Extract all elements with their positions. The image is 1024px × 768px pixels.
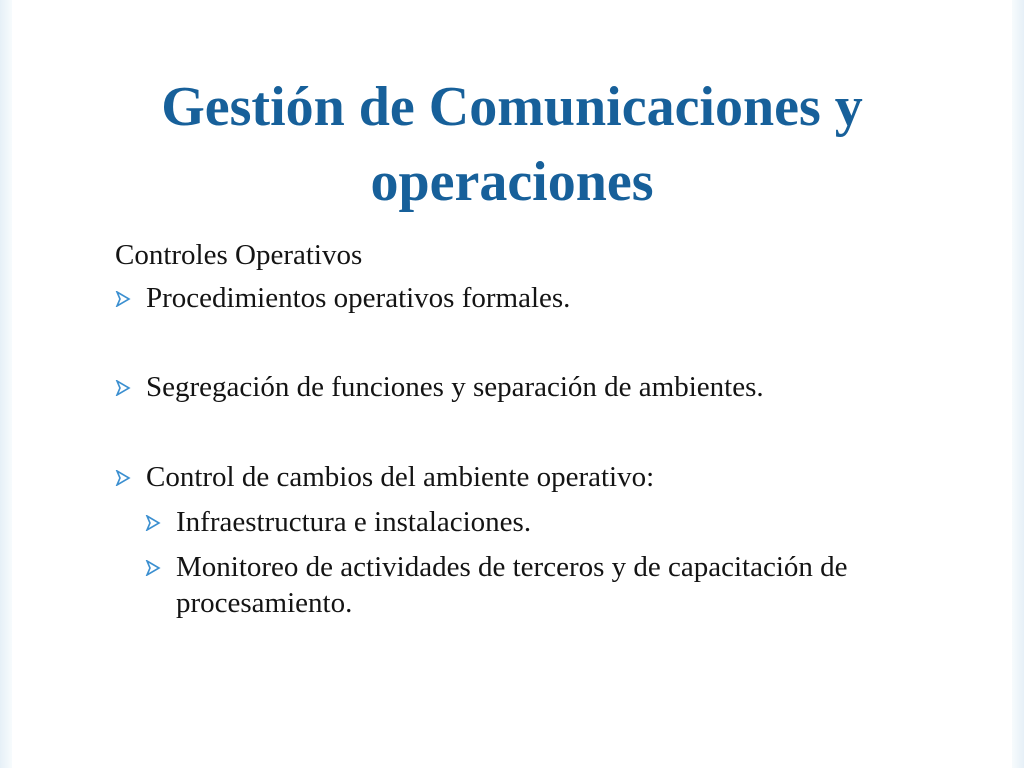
slide-title: Gestión de Comunicaciones y operaciones xyxy=(161,76,863,213)
section-subheading: Controles Operativos xyxy=(115,239,363,271)
bullet-item xyxy=(115,369,764,405)
arrow-bullet-icon xyxy=(145,515,161,531)
arrow-bullet-icon xyxy=(115,380,131,396)
arrow-bullet-icon xyxy=(115,291,131,307)
sub-bullet-text: Infraestructura e instalaciones. xyxy=(176,506,532,538)
bullet-item xyxy=(115,459,654,495)
arrow-bullet-icon xyxy=(115,470,131,486)
arrow-bullet-icon xyxy=(145,560,161,576)
bullet-text: Segregación de funciones y separación de ambientes. xyxy=(146,371,764,403)
sub-bullet-item xyxy=(145,549,976,621)
left-edge-band xyxy=(0,0,12,768)
bullet-text: Control de cambios del ambiente operativo: xyxy=(146,461,655,493)
sub-bullet-text: Monitoreo de actividades de terceros y de capacitación de procesamiento. xyxy=(176,551,848,619)
right-edge-band xyxy=(1012,0,1024,768)
sub-bullet-item xyxy=(145,504,531,540)
bullet-text: Procedimientos operativos formales. xyxy=(146,282,571,314)
bullet-item xyxy=(115,280,570,316)
